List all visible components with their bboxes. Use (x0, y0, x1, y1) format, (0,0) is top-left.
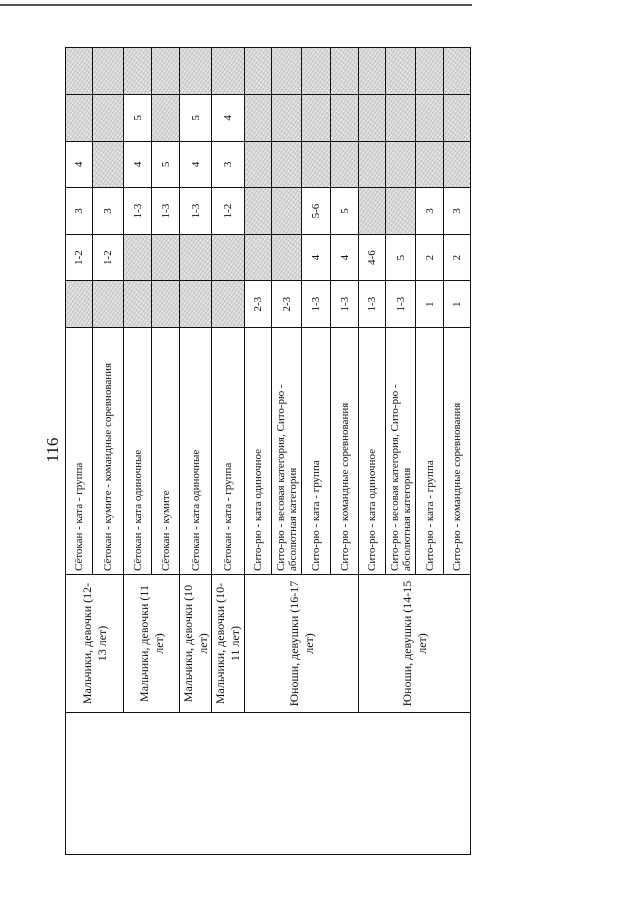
shaded-cell (416, 95, 444, 142)
shaded-cell (212, 48, 245, 95)
competition-table (65, 47, 471, 855)
place-value-cell: 1-3 (152, 188, 180, 235)
place-value-cell: 1-3 (180, 188, 212, 235)
shaded-cell (152, 95, 180, 142)
shaded-cell (444, 95, 471, 142)
discipline-cell: Сётокан - кумите (152, 328, 180, 575)
shaded-cell (416, 48, 444, 95)
place-value-cell: 5 (331, 188, 359, 235)
shaded-cell (245, 95, 272, 142)
place-value-cell: 3 (93, 188, 124, 235)
place-value-cell: 1-3 (386, 281, 416, 328)
shaded-cell (444, 48, 471, 95)
place-value-cell: 4 (180, 141, 212, 188)
place-value-cell: 5 (386, 234, 416, 281)
shaded-cell (359, 48, 386, 95)
shaded-cell (212, 234, 245, 281)
shaded-cell (302, 48, 331, 95)
place-value-cell: 5 (152, 141, 180, 188)
shaded-cell (331, 141, 359, 188)
place-value-cell: 4 (212, 95, 245, 142)
place-value-cell: 5-6 (302, 188, 331, 235)
shaded-cell (331, 95, 359, 142)
discipline-cell: Сётокан - ката одиночные (180, 328, 212, 575)
shaded-cell (245, 234, 272, 281)
shaded-cell (272, 48, 302, 95)
place-value-cell: 1-2 (66, 234, 93, 281)
shaded-cell (66, 281, 93, 328)
shaded-cell (180, 234, 212, 281)
place-value-cell: 5 (180, 95, 212, 142)
place-value-cell: 4 (331, 234, 359, 281)
discipline-cell: Сито-рю - ката - группа (416, 328, 444, 575)
shaded-cell (152, 234, 180, 281)
shaded-cell (386, 48, 416, 95)
rotated-table-wrapper (65, 48, 470, 855)
shaded-cell (152, 281, 180, 328)
discipline-cell: Сито-рю - командные соревнования (444, 328, 471, 575)
shaded-cell (152, 48, 180, 95)
shaded-cell (180, 281, 212, 328)
place-value-cell: 3 (212, 141, 245, 188)
shaded-cell (359, 188, 386, 235)
shaded-cell (272, 141, 302, 188)
discipline-cell: Сито-рю - ката одиночное (359, 328, 386, 575)
age-category-cell: Мальчики, девочки (10 лет) (180, 575, 212, 713)
place-value-cell: 3 (444, 188, 471, 235)
discipline-cell: Сито-рю - ката одиночное (245, 328, 272, 575)
shaded-cell (66, 48, 93, 95)
shaded-cell (93, 95, 124, 142)
place-value-cell: 1-2 (212, 188, 245, 235)
shaded-cell (272, 234, 302, 281)
place-value-cell: 1-3 (331, 281, 359, 328)
shaded-cell (124, 234, 152, 281)
blank-column-cell (66, 713, 471, 855)
shaded-cell (444, 141, 471, 188)
shaded-cell (302, 95, 331, 142)
discipline-cell: Сётокан - ката - группа (66, 328, 93, 575)
place-value-cell: 1-2 (93, 234, 124, 281)
discipline-cell: Сётокан - ката - группа (212, 328, 245, 575)
shaded-cell (416, 141, 444, 188)
place-value-cell: 1-3 (302, 281, 331, 328)
age-category-cell: Мальчики, девочки (10-11 лет) (212, 575, 245, 713)
discipline-cell: Сито-рю - весовая категория, Сито-рю - абсолютная категория (272, 328, 302, 575)
place-value-cell: 1-3 (359, 281, 386, 328)
discipline-cell: Сито-рю - весовая категория, Сито-рю - абсолютная категория (386, 328, 416, 575)
shaded-cell (93, 48, 124, 95)
place-value-cell: 4-6 (359, 234, 386, 281)
shaded-cell (359, 95, 386, 142)
shaded-cell (272, 188, 302, 235)
place-value-cell: 1 (444, 281, 471, 328)
place-value-cell: 3 (416, 188, 444, 235)
shaded-cell (272, 95, 302, 142)
shaded-cell (212, 281, 245, 328)
place-value-cell: 2-3 (245, 281, 272, 328)
place-value-cell: 4 (66, 141, 93, 188)
shaded-cell (93, 141, 124, 188)
table-row (66, 48, 93, 855)
page-number: 116 (43, 437, 62, 463)
shaded-cell (359, 141, 386, 188)
scan-edge-line (0, 4, 472, 6)
shaded-cell (331, 48, 359, 95)
place-value-cell: 2 (416, 234, 444, 281)
shaded-cell (386, 188, 416, 235)
shaded-cell (93, 281, 124, 328)
shaded-cell (302, 141, 331, 188)
shaded-cell (386, 141, 416, 188)
age-category-cell: Юноши, девушки (14-15 лет) (359, 575, 471, 713)
shaded-cell (124, 281, 152, 328)
discipline-cell: Сётокан - кумите - командные соревнования (93, 328, 124, 575)
place-value-cell: 1 (416, 281, 444, 328)
shaded-cell (386, 95, 416, 142)
place-value-cell: 4 (302, 234, 331, 281)
shaded-cell (66, 95, 93, 142)
age-category-cell: Юноши, девушки (16-17 лет) (245, 575, 359, 713)
age-category-cell: Мальчики, девочки (12-13 лет) (66, 575, 124, 713)
shaded-cell (124, 48, 152, 95)
place-value-cell: 5 (124, 95, 152, 142)
age-category-cell: Мальчики, девочки (11 лет) (124, 575, 180, 713)
discipline-cell: Сётокан - ката одиночные (124, 328, 152, 575)
shaded-cell (180, 48, 212, 95)
place-value-cell: 1-3 (124, 188, 152, 235)
discipline-cell: Сито-рю - командные соревнования (331, 328, 359, 575)
shaded-cell (245, 141, 272, 188)
place-value-cell: 2 (444, 234, 471, 281)
shaded-cell (245, 188, 272, 235)
place-value-cell: 3 (66, 188, 93, 235)
place-value-cell: 4 (124, 141, 152, 188)
place-value-cell: 2-3 (272, 281, 302, 328)
discipline-cell: Сито-рю - ката - группа (302, 328, 331, 575)
shaded-cell (245, 48, 272, 95)
